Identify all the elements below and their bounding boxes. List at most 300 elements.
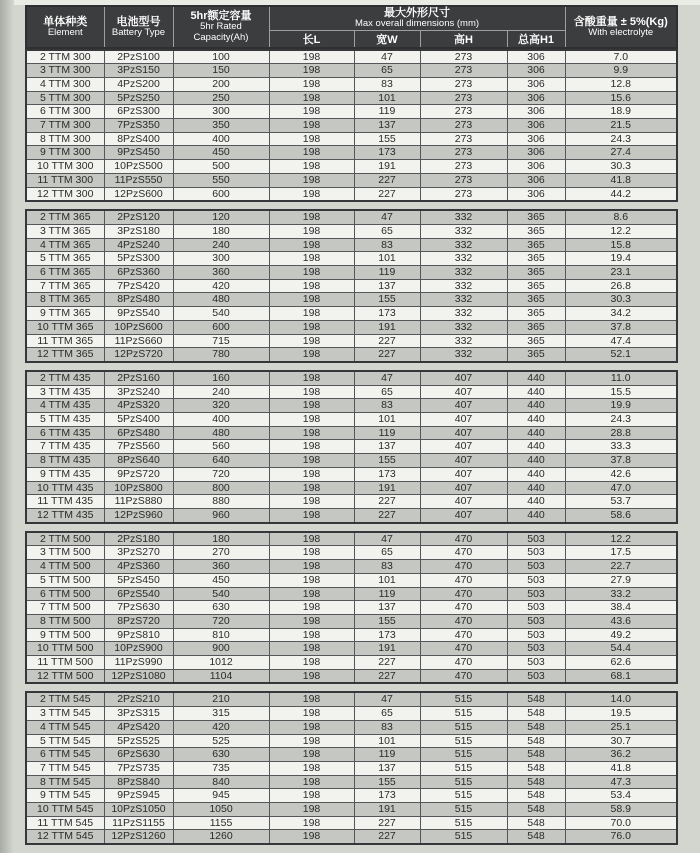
spec-block-ttm-300	[25, 49, 678, 203]
spec-cell-element: 10 TTM 435	[26, 481, 104, 495]
spec-cell-element: 5 TTM 545	[26, 734, 104, 748]
spec-cell-total_height_h1: 548	[507, 748, 565, 762]
spec-cell-capacity_ah: 800	[173, 481, 269, 495]
spec-cell-height_h: 273	[420, 173, 507, 187]
spec-cell-width_w: 227	[354, 669, 420, 683]
spec-cell-total_height_h1: 306	[507, 105, 565, 119]
spec-cell-width_w: 173	[354, 789, 420, 803]
spec-cell-length_l: 198	[269, 734, 354, 748]
spec-cell-weight_kg: 8.6	[565, 210, 677, 224]
spec-cell-weight_kg: 23.1	[565, 266, 677, 280]
spec-cell-total_height_h1: 306	[507, 77, 565, 91]
spec-cell-capacity_ah: 240	[173, 238, 269, 252]
page-edge-left	[0, 0, 14, 853]
spec-cell-length_l: 198	[269, 628, 354, 642]
spec-cell-total_height_h1: 548	[507, 734, 565, 748]
spec-block-ttm-500	[25, 531, 678, 685]
spec-cell-height_h: 515	[420, 734, 507, 748]
spec-cell-weight_kg: 54.4	[565, 642, 677, 656]
spec-cell-weight_kg: 30.3	[565, 293, 677, 307]
spec-cell-width_w: 173	[354, 467, 420, 481]
spec-cell-capacity_ah: 945	[173, 789, 269, 803]
spec-cell-total_height_h1: 440	[507, 454, 565, 468]
spec-row	[26, 532, 677, 546]
spec-cell-battery_type: 6PzS630	[104, 748, 173, 762]
spec-cell-element: 11 TTM 435	[26, 495, 104, 509]
spec-cell-battery_type: 3PzS240	[104, 385, 173, 399]
spec-cell-height_h: 470	[420, 628, 507, 642]
spec-cell-length_l: 198	[269, 399, 354, 413]
spec-cell-total_height_h1: 440	[507, 413, 565, 427]
spec-cell-capacity_ah: 400	[173, 413, 269, 427]
spec-row	[26, 509, 677, 523]
spec-row	[26, 91, 677, 105]
spec-table-header	[25, 5, 678, 49]
spec-cell-height_h: 515	[420, 830, 507, 844]
spec-cell-capacity_ah: 560	[173, 440, 269, 454]
spec-cell-height_h: 332	[420, 252, 507, 266]
spec-cell-height_h: 470	[420, 573, 507, 587]
spec-cell-height_h: 470	[420, 642, 507, 656]
spec-cell-weight_kg: 24.3	[565, 413, 677, 427]
spec-cell-height_h: 273	[420, 146, 507, 160]
spec-cell-weight_kg: 15.6	[565, 91, 677, 105]
spec-cell-weight_kg: 27.9	[565, 573, 677, 587]
spec-cell-length_l: 198	[269, 560, 354, 574]
spec-cell-width_w: 155	[354, 775, 420, 789]
spec-cell-length_l: 198	[269, 601, 354, 615]
spec-cell-total_height_h1: 503	[507, 656, 565, 670]
spec-cell-element: 3 TTM 500	[26, 546, 104, 560]
spec-cell-width_w: 83	[354, 720, 420, 734]
spec-cell-battery_type: 4PzS320	[104, 399, 173, 413]
spec-cell-length_l: 198	[269, 426, 354, 440]
spec-cell-total_height_h1: 440	[507, 385, 565, 399]
spec-row	[26, 440, 677, 454]
spec-cell-height_h: 407	[420, 399, 507, 413]
spec-row	[26, 560, 677, 574]
spec-cell-element: 2 TTM 435	[26, 371, 104, 385]
spec-cell-height_h: 273	[420, 187, 507, 201]
spec-cell-battery_type: 8PzS720	[104, 614, 173, 628]
spec-cell-total_height_h1: 306	[507, 132, 565, 146]
spec-cell-element: 10 TTM 545	[26, 803, 104, 817]
spec-cell-length_l: 198	[269, 532, 354, 546]
spec-cell-weight_kg: 70.0	[565, 816, 677, 830]
spec-cell-total_height_h1: 365	[507, 307, 565, 321]
spec-cell-element: 9 TTM 500	[26, 628, 104, 642]
spec-cell-weight_kg: 25.1	[565, 720, 677, 734]
spec-cell-height_h: 407	[420, 440, 507, 454]
spec-cell-height_h: 273	[420, 50, 507, 64]
spec-cell-length_l: 198	[269, 642, 354, 656]
spec-cell-capacity_ah: 715	[173, 334, 269, 348]
spec-cell-width_w: 227	[354, 495, 420, 509]
spec-cell-height_h: 332	[420, 307, 507, 321]
spec-row	[26, 371, 677, 385]
spec-cell-width_w: 83	[354, 238, 420, 252]
spec-cell-element: 9 TTM 300	[26, 146, 104, 160]
spec-cell-width_w: 101	[354, 252, 420, 266]
spec-cell-weight_kg: 30.7	[565, 734, 677, 748]
spec-cell-total_height_h1: 440	[507, 440, 565, 454]
spec-row	[26, 775, 677, 789]
spec-block-ttm-365	[25, 209, 678, 363]
spec-cell-battery_type: 12PzS1080	[104, 669, 173, 683]
spec-cell-battery_type: 4PzS360	[104, 560, 173, 574]
spec-cell-weight_kg: 58.6	[565, 509, 677, 523]
spec-cell-total_height_h1: 548	[507, 789, 565, 803]
spec-cell-total_height_h1: 306	[507, 173, 565, 187]
spec-cell-capacity_ah: 450	[173, 573, 269, 587]
spec-cell-total_height_h1: 548	[507, 692, 565, 706]
spec-cell-width_w: 137	[354, 119, 420, 133]
spec-cell-width_w: 65	[354, 546, 420, 560]
spec-row	[26, 707, 677, 721]
spec-cell-width_w: 47	[354, 50, 420, 64]
spec-row	[26, 307, 677, 321]
spec-cell-width_w: 137	[354, 440, 420, 454]
spec-cell-capacity_ah: 420	[173, 279, 269, 293]
header-dimensions-zh: 最大外形尺寸	[384, 7, 450, 19]
spec-cell-element: 3 TTM 300	[26, 64, 104, 78]
spec-cell-capacity_ah: 540	[173, 307, 269, 321]
spec-row	[26, 119, 677, 133]
spec-cell-capacity_ah: 320	[173, 399, 269, 413]
spec-cell-capacity_ah: 180	[173, 224, 269, 238]
spec-cell-total_height_h1: 503	[507, 669, 565, 683]
spec-cell-battery_type: 3PzS315	[104, 707, 173, 721]
spec-cell-capacity_ah: 350	[173, 119, 269, 133]
spec-cell-width_w: 227	[354, 656, 420, 670]
spec-cell-total_height_h1: 306	[507, 146, 565, 160]
spec-cell-width_w: 65	[354, 64, 420, 78]
spec-row	[26, 692, 677, 706]
spec-row	[26, 803, 677, 817]
spec-cell-element: 8 TTM 365	[26, 293, 104, 307]
spec-cell-battery_type: 4PzS240	[104, 238, 173, 252]
spec-cell-element: 4 TTM 300	[26, 77, 104, 91]
spec-cell-capacity_ah: 360	[173, 560, 269, 574]
spec-cell-battery_type: 5PzS450	[104, 573, 173, 587]
spec-cell-height_h: 515	[420, 761, 507, 775]
spec-row	[26, 224, 677, 238]
spec-row	[26, 614, 677, 628]
spec-cell-height_h: 515	[420, 692, 507, 706]
spec-cell-total_height_h1: 365	[507, 279, 565, 293]
spec-cell-total_height_h1: 306	[507, 187, 565, 201]
spec-cell-width_w: 173	[354, 307, 420, 321]
spec-cell-battery_type: 8PzS840	[104, 775, 173, 789]
spec-cell-battery_type: 9PzS450	[104, 146, 173, 160]
spec-cell-weight_kg: 11.0	[565, 371, 677, 385]
spec-cell-weight_kg: 43.6	[565, 614, 677, 628]
spec-cell-width_w: 191	[354, 160, 420, 174]
spec-row	[26, 187, 677, 201]
spec-row	[26, 105, 677, 119]
spec-cell-capacity_ah: 500	[173, 160, 269, 174]
spec-cell-length_l: 198	[269, 334, 354, 348]
spec-row	[26, 266, 677, 280]
spec-cell-weight_kg: 30.3	[565, 160, 677, 174]
spec-cell-element: 12 TTM 545	[26, 830, 104, 844]
spec-cell-element: 5 TTM 300	[26, 91, 104, 105]
spec-cell-capacity_ah: 1050	[173, 803, 269, 817]
spec-cell-battery_type: 7PzS560	[104, 440, 173, 454]
spec-cell-element: 7 TTM 500	[26, 601, 104, 615]
spec-cell-height_h: 407	[420, 467, 507, 481]
spec-cell-total_height_h1: 365	[507, 266, 565, 280]
spec-cell-height_h: 332	[420, 293, 507, 307]
spec-cell-battery_type: 7PzS630	[104, 601, 173, 615]
spec-row	[26, 601, 677, 615]
spec-cell-length_l: 198	[269, 803, 354, 817]
spec-cell-height_h: 332	[420, 210, 507, 224]
spec-cell-height_h: 515	[420, 748, 507, 762]
spec-cell-total_height_h1: 365	[507, 224, 565, 238]
spec-cell-weight_kg: 53.4	[565, 789, 677, 803]
spec-cell-length_l: 198	[269, 187, 354, 201]
spec-cell-weight_kg: 26.8	[565, 279, 677, 293]
spec-cell-element: 2 TTM 365	[26, 210, 104, 224]
spec-cell-weight_kg: 28.8	[565, 426, 677, 440]
spec-cell-height_h: 407	[420, 413, 507, 427]
spec-cell-weight_kg: 41.8	[565, 173, 677, 187]
spec-cell-length_l: 198	[269, 50, 354, 64]
spec-cell-length_l: 198	[269, 775, 354, 789]
spec-cell-capacity_ah: 315	[173, 707, 269, 721]
spec-row	[26, 734, 677, 748]
header-weight-zh: 含酸重量 ± 5%(Kg)	[573, 15, 668, 28]
spec-cell-battery_type: 6PzS300	[104, 105, 173, 119]
spec-cell-element: 3 TTM 365	[26, 224, 104, 238]
spec-cell-height_h: 515	[420, 720, 507, 734]
spec-cell-battery_type: 10PzS600	[104, 320, 173, 334]
header-element-zh: 单体种类	[43, 15, 88, 28]
spec-cell-total_height_h1: 548	[507, 830, 565, 844]
spec-cell-capacity_ah: 630	[173, 748, 269, 762]
spec-cell-weight_kg: 14.0	[565, 692, 677, 706]
spec-row	[26, 399, 677, 413]
spec-row	[26, 413, 677, 427]
spec-cell-weight_kg: 15.8	[565, 238, 677, 252]
spec-cell-element: 7 TTM 435	[26, 440, 104, 454]
spec-cell-capacity_ah: 525	[173, 734, 269, 748]
spec-cell-battery_type: 9PzS540	[104, 307, 173, 321]
spec-row	[26, 252, 677, 266]
spec-cell-battery_type: 10PzS900	[104, 642, 173, 656]
spec-cell-total_height_h1: 503	[507, 573, 565, 587]
header-element	[26, 6, 104, 48]
spec-cell-element: 6 TTM 365	[26, 266, 104, 280]
spec-cell-battery_type: 10PzS800	[104, 481, 173, 495]
spec-cell-capacity_ah: 640	[173, 454, 269, 468]
spec-cell-weight_kg: 33.3	[565, 440, 677, 454]
spec-cell-length_l: 198	[269, 105, 354, 119]
spec-row	[26, 77, 677, 91]
spec-cell-total_height_h1: 365	[507, 252, 565, 266]
spec-cell-length_l: 198	[269, 509, 354, 523]
spec-cell-length_l: 198	[269, 573, 354, 587]
spec-cell-weight_kg: 7.0	[565, 50, 677, 64]
spec-cell-width_w: 137	[354, 761, 420, 775]
spec-cell-height_h: 332	[420, 334, 507, 348]
spec-cell-height_h: 332	[420, 320, 507, 334]
spec-cell-weight_kg: 58.9	[565, 803, 677, 817]
spec-cell-capacity_ah: 550	[173, 173, 269, 187]
spec-cell-height_h: 470	[420, 601, 507, 615]
spec-cell-length_l: 198	[269, 385, 354, 399]
header-capacity-en1: 5hr Rated	[200, 21, 242, 33]
spec-cell-element: 7 TTM 545	[26, 761, 104, 775]
spec-cell-battery_type: 12PzS1260	[104, 830, 173, 844]
spec-cell-capacity_ah: 120	[173, 210, 269, 224]
spec-cell-height_h: 407	[420, 509, 507, 523]
spec-row	[26, 628, 677, 642]
spec-cell-capacity_ah: 240	[173, 385, 269, 399]
spec-cell-capacity_ah: 880	[173, 495, 269, 509]
spec-cell-battery_type: 11PzS660	[104, 334, 173, 348]
spec-cell-capacity_ah: 540	[173, 587, 269, 601]
spec-cell-width_w: 101	[354, 91, 420, 105]
spec-cell-capacity_ah: 360	[173, 266, 269, 280]
spec-cell-total_height_h1: 440	[507, 399, 565, 413]
spec-cell-element: 3 TTM 435	[26, 385, 104, 399]
spec-cell-weight_kg: 47.0	[565, 481, 677, 495]
spec-cell-height_h: 332	[420, 348, 507, 362]
spec-cell-battery_type: 9PzS945	[104, 789, 173, 803]
spec-cell-length_l: 198	[269, 77, 354, 91]
spec-cell-width_w: 47	[354, 371, 420, 385]
spec-cell-battery_type: 4PzS420	[104, 720, 173, 734]
spec-cell-total_height_h1: 306	[507, 91, 565, 105]
spec-cell-element: 11 TTM 300	[26, 173, 104, 187]
spec-cell-weight_kg: 76.0	[565, 830, 677, 844]
spec-cell-length_l: 198	[269, 413, 354, 427]
spec-cell-weight_kg: 37.8	[565, 320, 677, 334]
spec-cell-height_h: 407	[420, 495, 507, 509]
spec-cell-width_w: 227	[354, 348, 420, 362]
spec-cell-capacity_ah: 420	[173, 720, 269, 734]
spec-cell-capacity_ah: 480	[173, 293, 269, 307]
spec-cell-length_l: 198	[269, 830, 354, 844]
spec-cell-battery_type: 2PzS160	[104, 371, 173, 385]
spec-cell-height_h: 407	[420, 426, 507, 440]
spec-block-ttm-545	[25, 691, 678, 845]
spec-cell-battery_type: 9PzS720	[104, 467, 173, 481]
spec-cell-element: 4 TTM 545	[26, 720, 104, 734]
spec-row	[26, 720, 677, 734]
spec-cell-length_l: 198	[269, 224, 354, 238]
spec-cell-height_h: 332	[420, 266, 507, 280]
spec-cell-capacity_ah: 900	[173, 642, 269, 656]
header-capacity	[173, 6, 269, 48]
spec-cell-length_l: 198	[269, 132, 354, 146]
spec-cell-battery_type: 4PzS200	[104, 77, 173, 91]
spec-cell-length_l: 198	[269, 467, 354, 481]
spec-cell-element: 7 TTM 300	[26, 119, 104, 133]
spec-cell-length_l: 198	[269, 546, 354, 560]
spec-cell-width_w: 191	[354, 320, 420, 334]
spec-cell-width_w: 65	[354, 385, 420, 399]
spec-cell-element: 9 TTM 545	[26, 789, 104, 803]
spec-cell-element: 6 TTM 500	[26, 587, 104, 601]
spec-cell-battery_type: 3PzS270	[104, 546, 173, 560]
spec-cell-length_l: 198	[269, 669, 354, 683]
spec-cell-capacity_ah: 450	[173, 146, 269, 160]
spec-cell-width_w: 47	[354, 532, 420, 546]
spec-cell-total_height_h1: 548	[507, 816, 565, 830]
spec-cell-height_h: 515	[420, 789, 507, 803]
spec-cell-capacity_ah: 160	[173, 371, 269, 385]
spec-cell-capacity_ah: 1155	[173, 816, 269, 830]
spec-cell-height_h: 470	[420, 614, 507, 628]
spec-cell-width_w: 227	[354, 816, 420, 830]
spec-cell-battery_type: 12PzS720	[104, 348, 173, 362]
header-element-en: Element	[47, 26, 83, 38]
spec-cell-weight_kg: 12.2	[565, 532, 677, 546]
spec-row	[26, 146, 677, 160]
spec-cell-height_h: 273	[420, 105, 507, 119]
spec-row	[26, 50, 677, 64]
spec-cell-total_height_h1: 306	[507, 64, 565, 78]
spec-cell-weight_kg: 68.1	[565, 669, 677, 683]
spec-cell-capacity_ah: 150	[173, 64, 269, 78]
spec-row	[26, 132, 677, 146]
spec-cell-battery_type: 10PzS1050	[104, 803, 173, 817]
header-width: 宽W	[354, 30, 420, 48]
spec-cell-length_l: 198	[269, 761, 354, 775]
spec-cell-height_h: 515	[420, 775, 507, 789]
spec-cell-capacity_ah: 300	[173, 252, 269, 266]
spec-cell-battery_type: 6PzS540	[104, 587, 173, 601]
spec-cell-total_height_h1: 440	[507, 495, 565, 509]
spec-row	[26, 467, 677, 481]
spec-cell-capacity_ah: 600	[173, 187, 269, 201]
spec-cell-height_h: 273	[420, 77, 507, 91]
spec-cell-battery_type: 11PzS990	[104, 656, 173, 670]
spec-cell-element: 12 TTM 300	[26, 187, 104, 201]
spec-cell-width_w: 83	[354, 77, 420, 91]
spec-cell-element: 9 TTM 365	[26, 307, 104, 321]
spec-row	[26, 748, 677, 762]
table-blocks	[25, 49, 676, 846]
spec-cell-capacity_ah: 1104	[173, 669, 269, 683]
spec-cell-height_h: 407	[420, 454, 507, 468]
spec-cell-weight_kg: 19.4	[565, 252, 677, 266]
spec-cell-height_h: 407	[420, 385, 507, 399]
spec-row	[26, 293, 677, 307]
spec-cell-capacity_ah: 1012	[173, 656, 269, 670]
spec-cell-total_height_h1: 365	[507, 334, 565, 348]
spec-cell-height_h: 273	[420, 119, 507, 133]
spec-cell-length_l: 198	[269, 320, 354, 334]
spec-cell-total_height_h1: 440	[507, 467, 565, 481]
spec-cell-length_l: 198	[269, 656, 354, 670]
spec-cell-element: 9 TTM 435	[26, 467, 104, 481]
spec-cell-element: 11 TTM 365	[26, 334, 104, 348]
spec-cell-width_w: 227	[354, 509, 420, 523]
spec-cell-weight_kg: 22.7	[565, 560, 677, 574]
spec-cell-battery_type: 2PzS100	[104, 50, 173, 64]
spec-cell-height_h: 470	[420, 532, 507, 546]
spec-row	[26, 669, 677, 683]
spec-cell-length_l: 198	[269, 371, 354, 385]
spec-cell-length_l: 198	[269, 748, 354, 762]
spec-cell-length_l: 198	[269, 279, 354, 293]
spec-cell-capacity_ah: 840	[173, 775, 269, 789]
spec-block-ttm-435	[25, 370, 678, 524]
